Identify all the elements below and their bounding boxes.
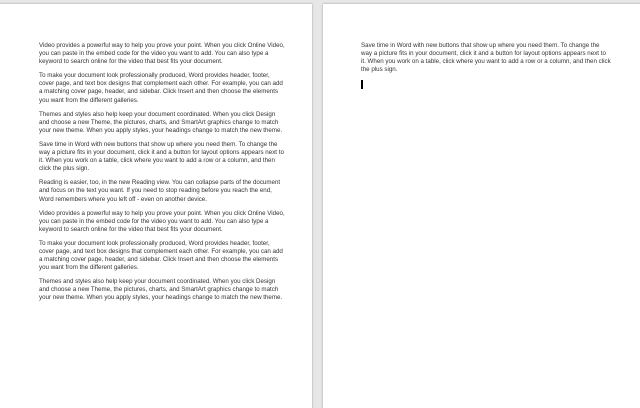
page-2-body[interactable] <box>361 42 611 89</box>
paragraph[interactable]: To make your document look professionally produced, Word provides header, footer, cover page, and text box designs that complement each other. For example, you can add a matching cover page, header, and sidebar. Click Insert and then choose the elements you want from the different galleries. <box>39 239 283 272</box>
paragraph[interactable]: Save time in Word with new buttons that show up where you need them. To change the way a picture fits in your document, click it and a button for layout options appears next to it. When you work on a table, click where you want to add a row or a column, and then click the plus sign. <box>361 42 611 74</box>
paragraph[interactable]: Video provides a powerful way to help you prove your point. When you click Online Video, you can paste in the embed code for the video you want to add. You can also type a keyword to search online for the video that best fits your document. <box>39 42 285 66</box>
paragraph[interactable]: Save time in Word with new buttons that show up where you need them. To change the way a picture fits in your document, click it and a button for layout options appears next to it. When you work on a table, click where you want to add a row or a column, and then click the plus sign. <box>39 140 284 173</box>
paragraph[interactable]: Themes and styles also help keep your document coordinated. When you click Design and choose a new Theme, the pictures, charts, and SmartArt graphics change to match your new theme. When you apply styles, your headings change to match the new theme. <box>39 110 283 134</box>
page-1-body[interactable] <box>39 42 285 309</box>
document-page-1[interactable] <box>0 4 312 408</box>
text-cursor <box>361 80 363 89</box>
paragraph[interactable]: Themes and styles also help keep your document coordinated. When you click Design and choose a new Theme, the pictures, charts, and SmartArt graphics change to match your new theme. When you apply styles, your headings change to match the new theme. <box>39 278 283 302</box>
paragraph[interactable]: To make your document look professionally produced, Word provides header, footer, cover page, and text box designs that complement each other. For example, you can add a matching cover page, header, and sidebar. Click Insert and then choose the elements you want from the different galleries. <box>39 72 283 104</box>
paragraph[interactable]: Video provides a powerful way to help you prove your point. When you click Online Video, you can paste in the embed code for the video you want to add. You can also type a keyword to search online for the video that best fits your document. <box>39 209 285 233</box>
document-page-2[interactable] <box>323 4 640 408</box>
paragraph[interactable]: Reading is easier, too, in the new Reading view. You can collapse parts of the document and focus on the text you want. If you need to stop reading before you reach the end, Word remembers where you left off - even on another device. <box>39 179 281 203</box>
